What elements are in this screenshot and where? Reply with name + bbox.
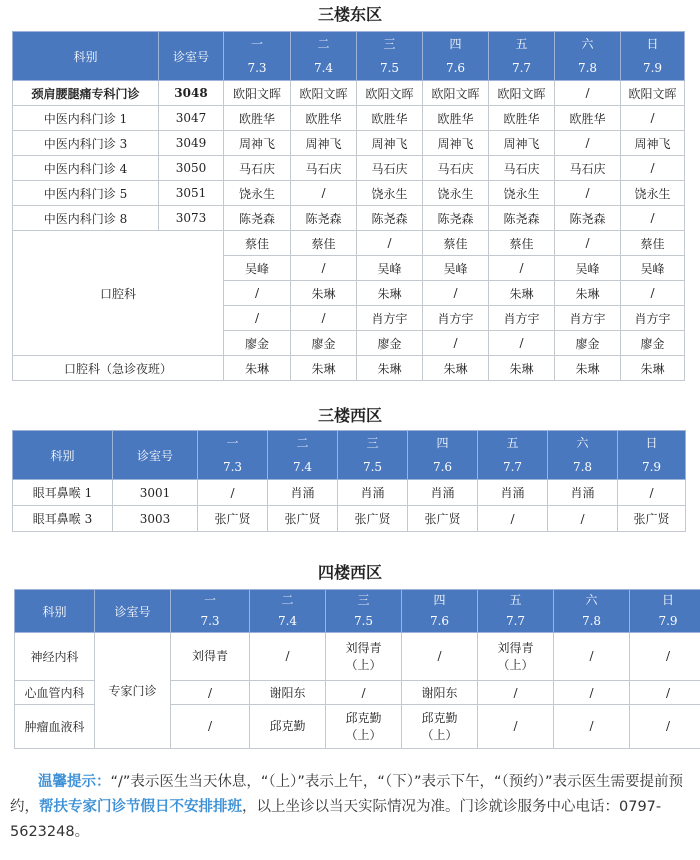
date-label: 7.3	[247, 61, 267, 75]
schedule-cell	[250, 633, 326, 681]
table-row	[13, 181, 685, 206]
room-cell: 3003	[113, 506, 198, 532]
dept-cell: 神经内科	[15, 633, 95, 681]
header-day	[555, 32, 621, 81]
doctor-name: /	[285, 649, 290, 663]
doctor-name: /	[361, 685, 366, 700]
schedule-cell: 朱琳	[423, 356, 489, 381]
date-label: 7.7	[505, 614, 526, 628]
header-day	[171, 590, 250, 633]
schedule-cell	[554, 681, 630, 705]
day-label: 四	[449, 37, 462, 51]
doctor-name: /	[513, 719, 518, 733]
schedule-cell: 饶永生	[357, 181, 423, 206]
schedule-cell: 欧胜华	[423, 106, 489, 131]
room-cell: 3049	[159, 131, 224, 156]
date-label: 7.4	[313, 61, 334, 75]
day-label: 一	[203, 593, 216, 607]
header-day	[478, 431, 548, 480]
schedule-cell	[554, 705, 630, 749]
notes-text: “/”表示医生当天休息，“（上）”表示上午，“（下）”表示下午，“（预约）”表示医生需要提前预约，	[10, 774, 683, 815]
date-label: 7.7	[502, 460, 523, 474]
schedule-cell: /	[555, 181, 621, 206]
schedule-cell: /	[489, 331, 555, 356]
schedule-cell: 周神飞	[621, 131, 685, 156]
day-label: 二	[296, 436, 309, 450]
day-label: 六	[581, 37, 594, 51]
day-label: 五	[506, 436, 519, 450]
schedule-cell: /	[555, 231, 621, 256]
schedule-cell	[554, 633, 630, 681]
table-row	[13, 206, 685, 231]
schedule-cell	[630, 681, 700, 705]
room-cell: 3048	[159, 81, 224, 106]
schedule-cell: 肖涌	[478, 480, 548, 506]
date-label: 7.5	[379, 61, 400, 75]
schedule-cell	[478, 633, 554, 681]
schedule-cell: /	[555, 131, 621, 156]
doctor-name: 邱克勤	[345, 710, 382, 725]
schedule-cell: 张广贤	[408, 506, 478, 532]
day-label: 一	[250, 37, 263, 51]
schedule-cell: /	[555, 81, 621, 106]
schedule-cell: 朱琳	[357, 281, 423, 306]
schedule-table-west-4f	[14, 589, 700, 749]
header-day	[291, 32, 357, 81]
dept-cell: 眼耳鼻喉 3	[13, 506, 113, 532]
schedule-cell: 马石庆	[224, 156, 291, 181]
schedule-cell	[171, 633, 250, 681]
doctor-name: 谢阳东	[421, 686, 458, 700]
header-row	[13, 431, 686, 480]
header-day	[224, 32, 291, 81]
header-day	[618, 431, 686, 480]
schedule-cell: /	[291, 181, 357, 206]
schedule-cell: 廖金	[357, 331, 423, 356]
schedule-cell: 吴峰	[423, 256, 489, 281]
dept-cell: 中医内科门诊 1	[13, 106, 159, 131]
notes-paragraph	[10, 770, 690, 845]
day-label: 一	[226, 436, 239, 450]
schedule-cell: 肖涌	[408, 480, 478, 506]
schedule-cell: 张广贤	[618, 506, 686, 532]
date-label: 7.6	[445, 61, 466, 75]
header-dept: 科别	[13, 431, 113, 480]
schedule-cell	[326, 681, 402, 705]
header-day	[621, 32, 685, 81]
date-label: 7.8	[572, 460, 593, 474]
day-label: 二	[281, 593, 294, 607]
schedule-cell: 吴峰	[357, 256, 423, 281]
day-label: 日	[646, 37, 659, 51]
section-title-west-3f: 三楼西区	[317, 406, 382, 425]
date-label: 7.7	[511, 61, 532, 75]
schedule-cell: 肖涌	[268, 480, 338, 506]
notes-highlight: 帮扶专家门诊节假日不安排排班	[39, 799, 242, 815]
doctor-name: /	[665, 719, 671, 733]
dept-cell: 心血管内科	[15, 681, 95, 705]
schedule-cell: 朱琳	[224, 356, 291, 381]
room-cell: 3051	[159, 181, 224, 206]
table-row	[13, 131, 685, 156]
dept-cell: 中医内科门诊 8	[13, 206, 159, 231]
dept-cell: 肿瘤血液科	[15, 705, 95, 749]
day-label: 三	[366, 436, 379, 450]
doctor-name: /	[589, 685, 594, 700]
schedule-cell: 张广贤	[268, 506, 338, 532]
schedule-cell	[402, 681, 478, 705]
doctor-name: /	[207, 719, 213, 733]
schedule-cell: 肖方宇	[621, 306, 685, 331]
schedule-cell: 周神飞	[291, 131, 357, 156]
schedule-cell: 肖方宇	[357, 306, 423, 331]
table-row	[13, 231, 685, 256]
schedule-cell: 饶永生	[489, 181, 555, 206]
schedule-cell: 蔡佳	[423, 231, 489, 256]
header-room: 诊室号	[95, 590, 171, 633]
schedule-cell: 朱琳	[555, 356, 621, 381]
section-title-east-3f: 三楼东区	[317, 5, 382, 24]
day-label: 二	[317, 37, 330, 51]
doctor-name: /	[665, 685, 671, 700]
day-label: 五	[515, 37, 528, 51]
schedule-cell: 蔡佳	[489, 231, 555, 256]
date-label: 7.5	[362, 460, 383, 474]
header-day	[554, 590, 630, 633]
schedule-cell: /	[224, 281, 291, 306]
schedule-cell: 朱琳	[621, 356, 685, 381]
schedule-cell: 陈尧森	[555, 206, 621, 231]
schedule-cell: 陈尧森	[423, 206, 489, 231]
schedule-cell: 欧阳文晖	[489, 81, 555, 106]
schedule-cell: 周神飞	[357, 131, 423, 156]
schedule-cell: /	[621, 281, 685, 306]
schedule-cell: /	[198, 480, 268, 506]
day-label: 六	[585, 593, 598, 607]
schedule-cell: 陈尧森	[291, 206, 357, 231]
header-day	[489, 32, 555, 81]
schedule-cell: 马石庆	[291, 156, 357, 181]
schedule-cell: /	[618, 480, 686, 506]
section-title-west-4f: 四楼西区	[317, 563, 382, 582]
schedule-cell: 廖金	[291, 331, 357, 356]
schedule-cell	[630, 633, 700, 681]
table-row	[13, 156, 685, 181]
date-label: 7.9	[641, 460, 662, 474]
schedule-cell: 周神飞	[423, 131, 489, 156]
dept-cell-oral: 口腔科	[13, 231, 224, 356]
schedule-cell: 马石庆	[357, 156, 423, 181]
schedule-cell: /	[621, 156, 685, 181]
schedule-cell: /	[291, 306, 357, 331]
date-label: 7.9	[642, 61, 663, 75]
schedule-cell: /	[621, 106, 685, 131]
schedule-cell: 廖金	[224, 331, 291, 356]
session-note: （上）	[497, 657, 534, 672]
date-label: 7.4	[292, 460, 313, 474]
header-dept: 科别	[13, 32, 159, 81]
schedule-cell: 肖方宇	[555, 306, 621, 331]
schedule-cell: 欧阳文晖	[224, 81, 291, 106]
date-label: 7.3	[200, 614, 220, 628]
header-day	[548, 431, 618, 480]
schedule-cell: /	[291, 256, 357, 281]
room-cell: 3047	[159, 106, 224, 131]
header-room: 诊室号	[159, 32, 224, 81]
dept-cell: 眼耳鼻喉 1	[13, 480, 113, 506]
table-row	[13, 506, 686, 532]
schedule-cell	[478, 681, 554, 705]
schedule-cell: 马石庆	[489, 156, 555, 181]
date-label: 7.8	[581, 614, 602, 628]
doctor-name: 刘得青	[497, 640, 534, 655]
doctor-name: /	[589, 719, 594, 733]
schedule-cell: 欧阳文晖	[621, 81, 685, 106]
header-row	[15, 590, 700, 633]
schedule-cell: /	[489, 256, 555, 281]
doctor-name: /	[513, 685, 518, 700]
schedule-cell: 蔡佳	[224, 231, 291, 256]
schedule-cell: /	[357, 231, 423, 256]
schedule-cell: 朱琳	[291, 356, 357, 381]
schedule-cell: 欧胜华	[489, 106, 555, 131]
header-day	[402, 590, 478, 633]
doctor-name: 邱克勤	[269, 719, 306, 733]
header-day	[630, 590, 700, 633]
header-day	[326, 590, 402, 633]
notes-text-end: ，以上坐诊以当天实际情况为准。门诊就诊服务中心电话：0797-5623248。	[10, 799, 662, 840]
day-label: 三	[383, 37, 396, 51]
table-row	[15, 633, 700, 681]
schedule-cell: 陈尧森	[489, 206, 555, 231]
schedule-cell: 周神飞	[489, 131, 555, 156]
room-cell: 3050	[159, 156, 224, 181]
schedule-cell: 朱琳	[489, 281, 555, 306]
doctor-name: /	[437, 649, 442, 663]
header-row	[13, 32, 685, 81]
date-label: 7.3	[222, 460, 243, 474]
schedule-cell: /	[548, 506, 618, 532]
schedule-cell: 吴峰	[555, 256, 621, 281]
schedule-cell: 张广贤	[338, 506, 408, 532]
schedule-cell: 欧胜华	[357, 106, 423, 131]
schedule-cell: /	[423, 331, 489, 356]
schedule-cell: 朱琳	[555, 281, 621, 306]
schedule-cell: 肖涌	[338, 480, 408, 506]
schedule-cell: 张广贤	[198, 506, 268, 532]
session-note: （上）	[345, 657, 382, 672]
dept-cell: 颈肩腰腿痛专科门诊	[13, 81, 159, 106]
schedule-cell: 周神飞	[224, 131, 291, 156]
schedule-table-west-3f	[12, 430, 686, 532]
schedule-cell	[402, 633, 478, 681]
schedule-cell: 马石庆	[555, 156, 621, 181]
header-room: 诊室号	[113, 431, 198, 480]
schedule-cell: 肖方宇	[489, 306, 555, 331]
dept-cell: 中医内科门诊 5	[13, 181, 159, 206]
date-label: 7.8	[577, 61, 598, 75]
day-label: 六	[576, 436, 589, 450]
schedule-cell: 陈尧森	[357, 206, 423, 231]
schedule-cell: 吴峰	[224, 256, 291, 281]
schedule-cell: 陈尧森	[224, 206, 291, 231]
schedule-cell: 欧阳文晖	[291, 81, 357, 106]
header-day	[357, 32, 423, 81]
table-row	[13, 106, 685, 131]
room-cell: 3073	[159, 206, 224, 231]
schedule-cell: 饶永生	[423, 181, 489, 206]
date-label: 7.4	[277, 614, 298, 628]
schedule-cell	[250, 705, 326, 749]
schedule-cell: 欧阳文晖	[357, 81, 423, 106]
header-day	[338, 431, 408, 480]
schedule-cell	[402, 705, 478, 749]
day-label: 四	[433, 593, 446, 607]
schedule-cell: 肖方宇	[423, 306, 489, 331]
doctor-name: 邱克勤	[421, 710, 458, 725]
schedule-cell	[171, 681, 250, 705]
dept-cell: 中医内科门诊 4	[13, 156, 159, 181]
header-day	[198, 431, 268, 480]
schedule-cell	[171, 705, 250, 749]
header-day	[423, 32, 489, 81]
doctor-name: /	[589, 649, 594, 663]
schedule-cell: 饶永生	[621, 181, 685, 206]
schedule-cell	[630, 705, 700, 749]
doctor-name: /	[665, 649, 671, 663]
header-dept: 科别	[15, 590, 95, 633]
session-note: （上）	[345, 727, 382, 742]
day-label: 五	[509, 593, 522, 607]
table-row	[13, 81, 685, 106]
room-cell: 3001	[113, 480, 198, 506]
schedule-cell: /	[423, 281, 489, 306]
header-day	[250, 590, 326, 633]
schedule-cell: /	[621, 206, 685, 231]
header-day	[268, 431, 338, 480]
schedule-cell	[326, 633, 402, 681]
schedule-cell: 肖涌	[548, 480, 618, 506]
doctor-name: 谢阳东	[269, 686, 306, 700]
date-label: 7.5	[353, 614, 374, 628]
day-label: 四	[436, 436, 449, 450]
date-label: 7.6	[429, 614, 450, 628]
dept-cell-oral-night: 口腔科（急诊夜班）	[13, 356, 224, 381]
schedule-cell	[478, 705, 554, 749]
room-cell-expert: 专家门诊	[95, 633, 171, 749]
doctor-name: /	[207, 685, 213, 700]
schedule-cell: 朱琳	[489, 356, 555, 381]
schedule-cell: 朱琳	[291, 281, 357, 306]
schedule-cell: 马石庆	[423, 156, 489, 181]
schedule-cell	[326, 705, 402, 749]
table-row	[13, 356, 685, 381]
schedule-cell: 饶永生	[224, 181, 291, 206]
schedule-cell: /	[478, 506, 548, 532]
schedule-cell: 欧胜华	[291, 106, 357, 131]
date-label: 7.9	[658, 614, 678, 628]
schedule-table-east-3f	[12, 31, 685, 381]
day-label: 日	[661, 593, 674, 607]
schedule-cell: 廖金	[621, 331, 685, 356]
day-label: 日	[645, 436, 658, 450]
session-note: （上）	[421, 727, 458, 742]
dept-cell: 中医内科门诊 3	[13, 131, 159, 156]
schedule-cell: 欧胜华	[555, 106, 621, 131]
header-day	[478, 590, 554, 633]
date-label: 7.6	[432, 460, 453, 474]
doctor-name: 刘得青	[345, 640, 382, 655]
tip-label: 温馨提示：	[38, 774, 111, 790]
schedule-cell: 吴峰	[621, 256, 685, 281]
schedule-cell: 欧胜华	[224, 106, 291, 131]
schedule-cell: 欧阳文晖	[423, 81, 489, 106]
day-label: 三	[357, 593, 370, 607]
schedule-cell: 蔡佳	[621, 231, 685, 256]
schedule-cell: /	[224, 306, 291, 331]
doctor-name: 刘得青	[191, 649, 228, 663]
schedule-cell: 廖金	[555, 331, 621, 356]
schedule-cell	[250, 681, 326, 705]
schedule-cell: 朱琳	[357, 356, 423, 381]
schedule-cell: 蔡佳	[291, 231, 357, 256]
table-row	[13, 480, 686, 506]
header-day	[408, 431, 478, 480]
